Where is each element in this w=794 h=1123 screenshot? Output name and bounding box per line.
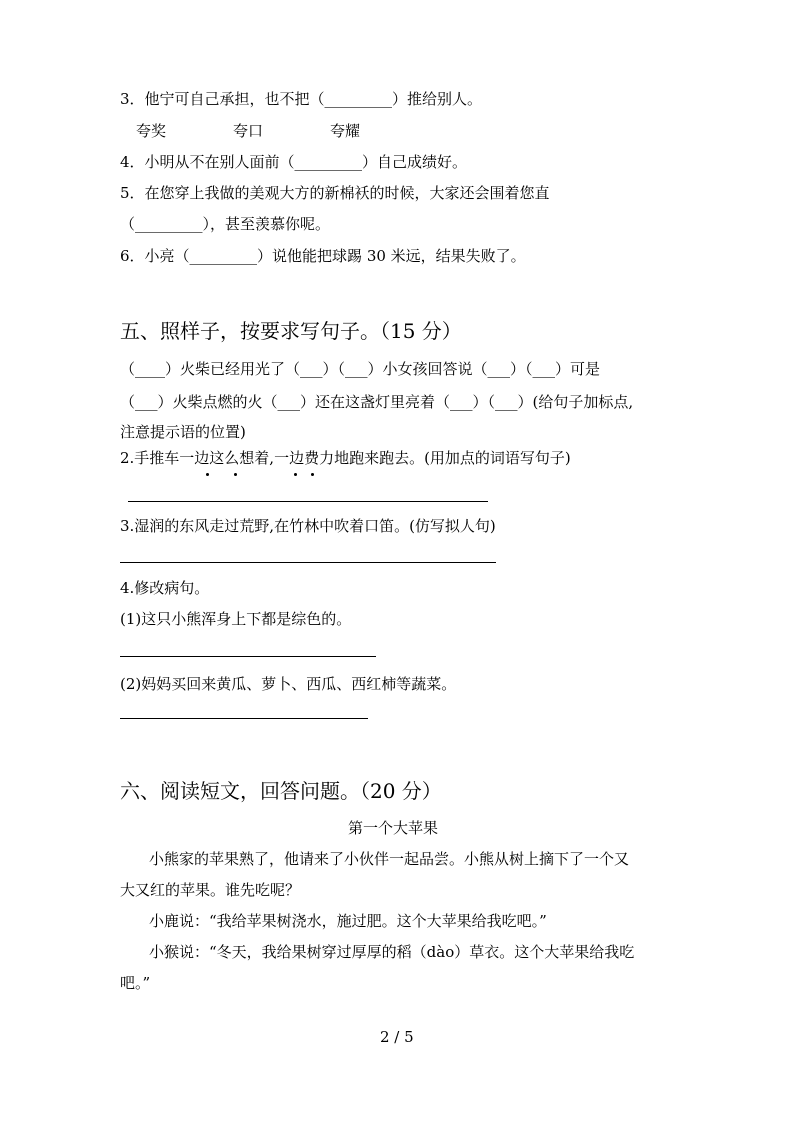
- section-5-question-4-1: (1)这只小熊浑身上下都是综色的。: [120, 610, 352, 628]
- story-para-3-line-2: 吧。”: [120, 974, 151, 992]
- answer-line: [128, 501, 488, 502]
- section-6-title: 六、阅读短文，回答问题。（20 分）: [120, 779, 442, 803]
- section-5-question-4-2: (2)妈妈买回来黄瓜、萝卜、西瓜、西红柿等蔬菜。: [120, 675, 457, 693]
- emphasis-dot: [311, 473, 314, 476]
- emphasis-dot: [294, 473, 297, 476]
- story-title: 第一个大苹果: [348, 819, 439, 837]
- question-5-line-1: 5．在您穿上我做的美观大方的新棉袄的时候，大家还会围着您直: [120, 184, 550, 202]
- story-para-1-line-2: 大又红的苹果。谁先吃呢？: [120, 881, 301, 899]
- section-5-p1-line-1: （____）火柴已经用光了（___）（___）小女孩回答说（___）（___）可是: [120, 360, 601, 378]
- question-4: 4．小明从不在别人面前（_________）自己成绩好。: [120, 153, 468, 171]
- question-6: 6．小亮（_________）说他能把球踢 30 米远，结果失败了。: [120, 247, 526, 265]
- story-para-2: 小鹿说：“我给苹果树浇水，施过肥。这个大苹果给我吃吧。”: [149, 912, 547, 930]
- section-5-title: 五、照样子，按要求写句子。（15 分）: [120, 319, 462, 343]
- story-para-1-line-1: 小熊家的苹果熟了，他请来了小伙伴一起品尝。小熊从树上摘下了一个又: [149, 850, 630, 868]
- option-1: 夸奖: [136, 122, 167, 140]
- emphasis-dot: [206, 473, 209, 476]
- section-5-question-3: 3.湿润的东风走过荒野,在竹林中吹着口笛。(仿写拟人句): [120, 517, 496, 535]
- answer-line: [120, 718, 368, 719]
- section-5-question-2: 2.手推车一边这么想着,一边费力地跑来跑去。(用加点的词语写句子): [120, 449, 571, 467]
- option-3: 夸耀: [330, 122, 361, 140]
- page-number: 2 / 5: [380, 1028, 414, 1046]
- answer-line: [120, 562, 496, 563]
- section-5-p1-line-2: （___）火柴点燃的火（___）还在这盏灯里亮着（___）（___）(给句子加标点,: [120, 393, 634, 411]
- section-5-p1-line-3: 注意提示语的位置): [120, 423, 246, 441]
- option-2: 夸口: [233, 122, 264, 140]
- answer-line: [120, 656, 376, 657]
- emphasis-dot: [234, 473, 237, 476]
- story-para-3-line-1: 小猴说：“冬天，我给果树穿过厚厚的稻（dào）草衣。这个大苹果给我吃: [149, 943, 635, 961]
- question-5-line-2: （_________），甚至羡慕你呢。: [120, 215, 331, 233]
- section-5-question-4: 4.修改病句。: [120, 579, 210, 597]
- question-3: 3．他宁可自己承担，也不把（_________）推给别人。: [120, 90, 483, 108]
